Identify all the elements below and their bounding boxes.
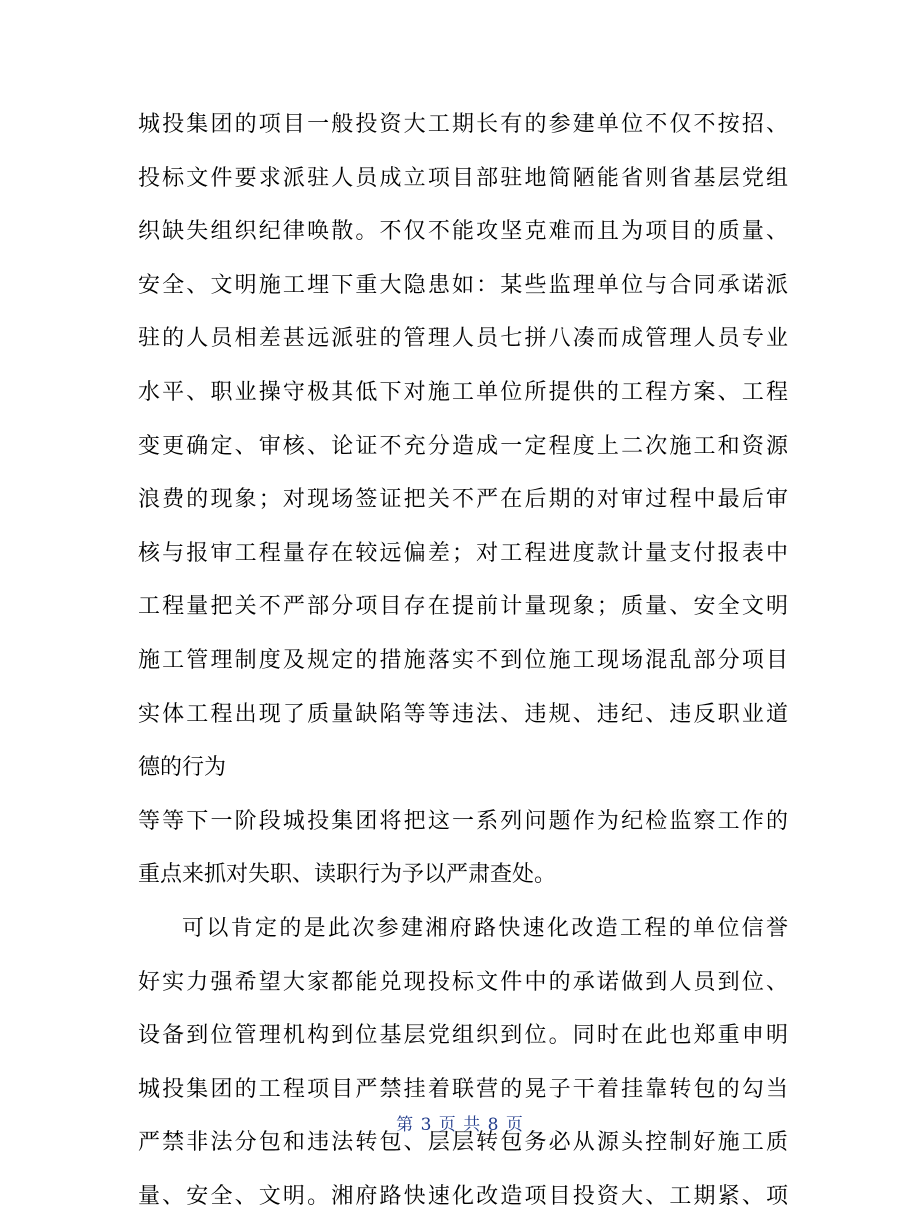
text-line: 变更确定、审核、论证不充分造成一定程度上二次施工和资源 [138,433,788,459]
paragraph-first-line: 可以肯定的是此次参建湘府路快速化改造工程的单位信誉 [182,915,788,941]
text-line: 好实力强希望大家都能兑现投标文件中的承诺做到人员到位、 [138,969,788,995]
text-line: 设备到位管理机构到位基层党组织到位。同时在此也郑重申明 [138,1023,788,1049]
text-line: 严禁非法分包和违法转包、层层转包务必从源头控制好施工质 [138,1130,788,1156]
text-line: 重点来抓对失职、读职行为予以严肃查处。 [138,862,557,888]
text-line: 城投集团的项目一般投资大工期长有的参建单位不仅不按招、 [138,112,788,137]
page-number-footer: 第 3 页 共 8 页 [396,1115,524,1135]
document-body [138,98,788,1223]
text-line: 工程量把关不严部分项目存在提前计量现象；质量、安全文明 [138,594,788,620]
text-line: 织缺失组织纪律唤散。不仅不能攻坚克难而且为项目的质量、 [138,219,788,245]
text-line: 城投集团的工程项目严禁挂着联营的晃子干着挂靠转包的勾当 [138,1076,788,1102]
text-line: 驻的人员相差甚远派驻的管理人员七拼八凑而成管理人员专业 [138,326,788,352]
text-line: 量、安全、文明。湘府路快速化改造项目投资大、工期紧、项 [138,1183,788,1209]
text-line: 实体工程出现了质量缺陷等等违法、违规、违纪、违反职业道 [138,701,788,727]
text-line: 核与报审工程量存在较远偏差；对工程进度款计量支付报表中 [138,540,788,566]
text-line: 等等下一阶段城投集团将把这一系列问题作为纪检监察工作的 [138,808,788,834]
text-line: 德的行为 [138,755,227,781]
text-line: 施工管理制度及规定的措施落实不到位施工现场混乱部分项目 [138,647,788,673]
text-line: 安全、文明施工埋下重大隐患如：某些监理单位与合同承诺派 [138,272,788,298]
text-line: 水平、职业操守极其低下对施工单位所提供的工程方案、工程 [138,379,788,405]
text-line: 浪费的现象；对现场签证把关不严在后期的对审过程中最后审 [138,487,788,513]
text-line: 投标文件要求派驻人员成立项目部驻地简陋能省则省基层党组 [138,165,788,191]
